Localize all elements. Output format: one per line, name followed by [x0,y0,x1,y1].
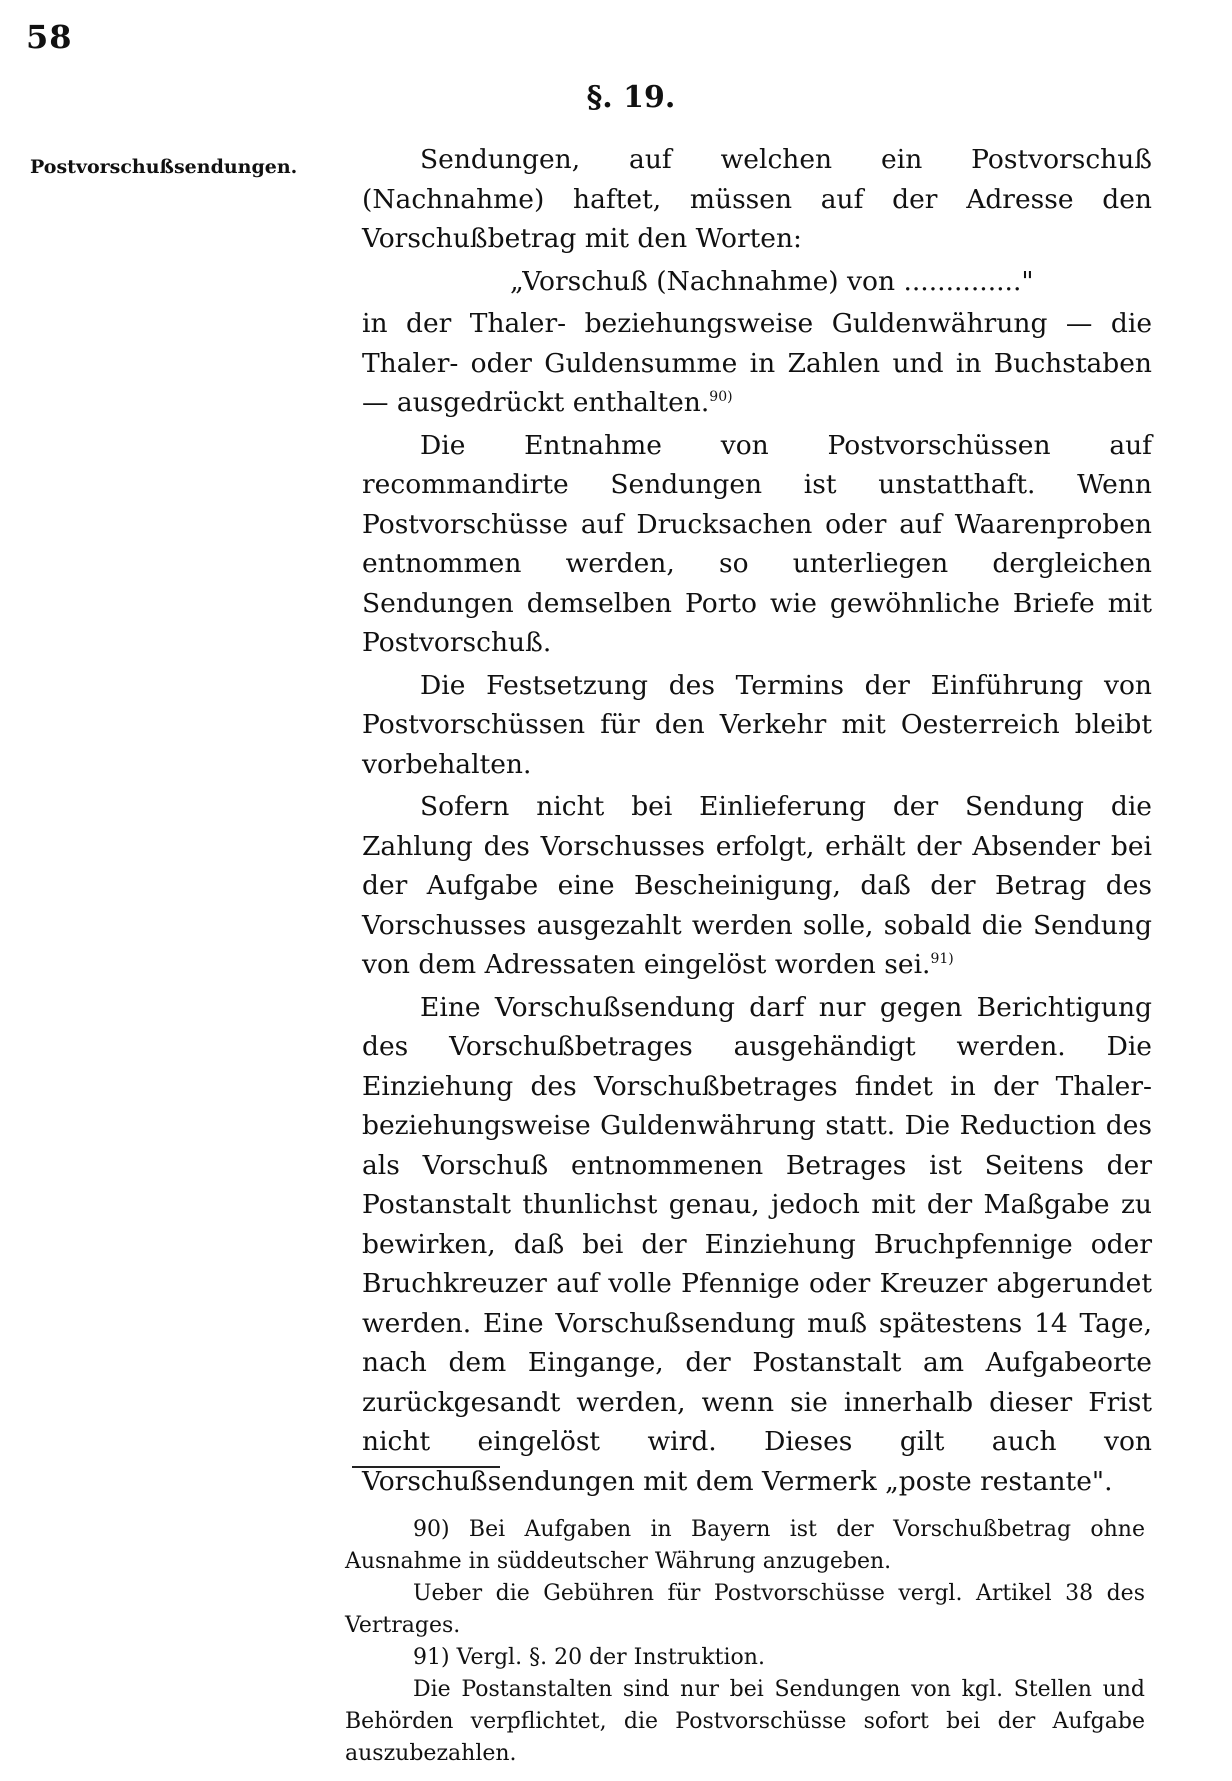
footnotes [345,1514,1145,1770]
page-number: 58 [26,18,73,56]
section-heading: §. 19. [586,80,676,115]
footnote-90-a: 90) Bei Aufgaben in Bayern ist der Vorschußbetrag ohne Ausnahme in süddeutscher Währung anzugeben. [345,1517,1145,1574]
body-text [362,140,1152,1504]
footnote-90-b: Ueber die Gebühren für Postvorschüsse vergl. Artikel 38 des Vertrages. [345,1581,1145,1638]
paragraph-1-start: Sendungen, auf welchen ein Postvorschuß (Nachnahme) haftet, müssen auf der Adresse den Vorschußbetrag mit den Worten: [362,144,1152,254]
footnote-91-b: Die Postanstalten sind nur bei Sendungen von kgl. Stellen und Behörden verpflichtet, die Postvorschüsse sofort bei der Aufgabe auszubezahlen. [345,1677,1145,1766]
margin-note: Postvorschußsendungen. [30,156,298,178]
paragraph-5: Eine Vorschußsendung darf nur gegen Berichtigung des Vorschußbetrages ausgehändigt werden. Die Einziehung des Vorschußbetrages findet in der Thaler- beziehungsweise Guldenwährung statt. Die Reduction des als Vorschuß entnommenen Betrages ist Seitens der Postanstalt thunlichst genau, jedoch mit der Maßgabe zu bewirken, daß bei der Einziehung Bruchpfennige oder Bruchkreuzer auf volle Pfennige oder Kreuzer abgerundet werden. Eine Vorschußsendung muß spätestens 14 Tage, nach dem Eingange, der Postanstalt am Aufgabeorte zurückgesandt werden, wenn sie innerhalb dieser Frist nicht eingelöst wird. Dieses gilt auch von Vorschußsendungen mit dem Vermerk „poste restante". [362,991,1152,1497]
paragraph-2: Die Entnahme von Postvorschüssen auf recommandirte Sendungen ist unstatthaft. Wenn Postvorschüsse auf Drucksachen oder auf Waarenproben entnommen werden, so unterliegen dergleichen Sendungen demselben Porto wie gewöhnliche Briefe mit Postvorschuß. [362,429,1152,658]
footnote-divider [352,1466,500,1468]
footnote-91-a: 91) Vergl. §. 20 der Instruktion. [413,1645,765,1670]
footnote-ref-91: 91) [930,951,954,968]
paragraph-1-quote: „Vorschuß (Nachnahme) von .............." [510,265,1034,297]
paragraph-4 [362,787,1152,985]
footnote-ref-90: 90) [709,389,733,406]
paragraph-1-end-text: in der Thaler- beziehungsweise Guldenwährung — die Thaler- oder Guldensumme in Zahlen und in Buchstaben — ausgedrückt enthalten. [362,308,1152,418]
paragraph-1-end [362,304,1152,423]
paragraph-4-text: Sofern nicht bei Einlieferung der Sendung die Zahlung des Vorschusses erfolgt, erhält der Absender bei der Aufgabe eine Bescheinigung, daß der Betrag des Vorschusses ausgezahlt werden solle, sobald die Sendung von dem Adressaten eingelöst worden sei. [362,791,1152,980]
paragraph-3: Die Festsetzung des Termins der Einführung von Postvorschüssen für den Verkehr mit Oesterreich bleibt vorbehalten. [362,669,1152,780]
